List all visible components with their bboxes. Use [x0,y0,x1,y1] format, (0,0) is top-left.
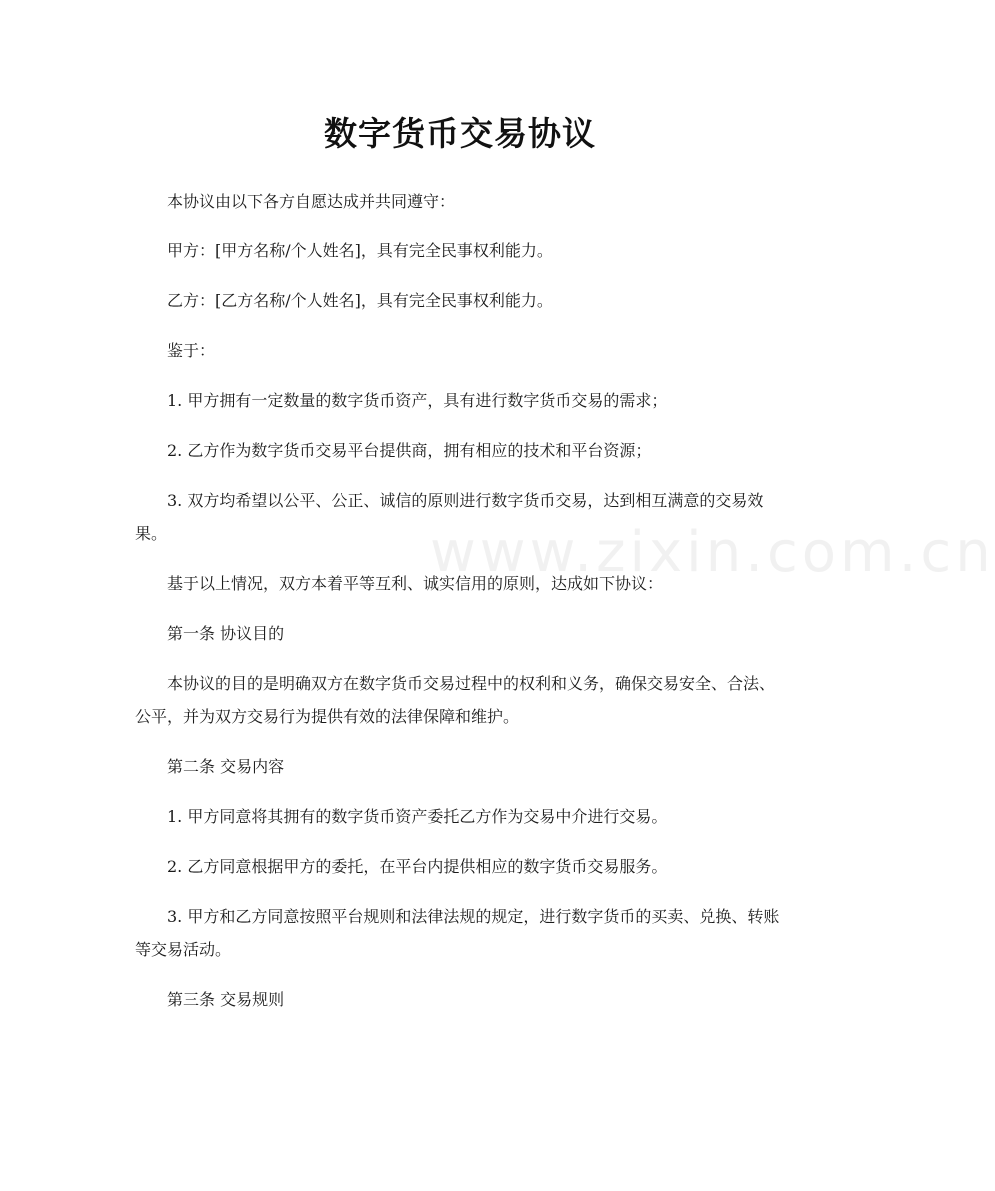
party-b-paragraph: 乙方：[乙方名称/个人姓名]，具有完全民事权利能力。 [167,291,553,310]
agreement-basis-paragraph: 基于以上情况，双方本着平等互利、诚实信用的原则，达成如下协议： [167,574,664,593]
whereas-item-2: 2. 乙方作为数字货币交易平台提供商，拥有相应的技术和平台资源； [167,441,652,460]
whereas-heading: 鉴于： [167,341,216,360]
watermark: www.zixin.com.cn [430,520,995,585]
article-2-heading: 第二条 交易内容 [167,757,285,776]
article-2-item-2: 2. 乙方同意根据甲方的委托，在平台内提供相应的数字货币交易服务。 [167,857,668,876]
article-1-heading: 第一条 协议目的 [167,624,285,643]
whereas-item-1: 1. 甲方拥有一定数量的数字货币资产，具有进行数字货币交易的需求； [167,391,668,410]
intro-paragraph: 本协议由以下各方自愿达成并共同遵守： [167,192,456,211]
article-2-item-3: 3. 甲方和乙方同意按照平台规则和法律法规的规定，进行数字货币的买卖、兑换、转账等交易活动。 [135,907,780,959]
party-a-paragraph: 甲方：[甲方名称/个人姓名]，具有完全民事权利能力。 [167,241,553,260]
article-2-item-1: 1. 甲方同意将其拥有的数字货币资产委托乙方作为交易中介进行交易。 [167,807,668,826]
document-title: 数字货币交易协议 [324,114,596,153]
article-3-heading: 第三条 交易规则 [167,990,285,1009]
article-1-body: 本协议的目的是明确双方在数字货币交易过程中的权利和义务，确保交易安全、合法、公平，并为双方交易行为提供有效的法律保障和维护。 [135,674,776,726]
whereas-item-3: 3. 双方均希望以公平、公正、诚信的原则进行数字货币交易，达到相互满意的交易效果。 [135,491,764,543]
